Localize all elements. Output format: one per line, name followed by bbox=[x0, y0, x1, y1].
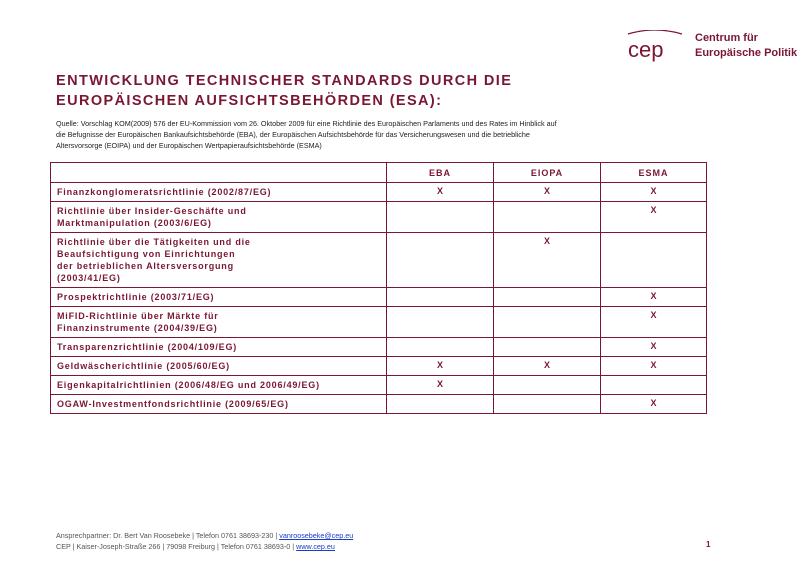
page-number: 1 bbox=[706, 540, 711, 549]
logo-line-1: Centrum für bbox=[695, 32, 758, 44]
eba-mark-cell bbox=[387, 202, 494, 233]
standards-table bbox=[50, 162, 707, 414]
footer-contact bbox=[56, 530, 746, 541]
esma-mark-cell bbox=[601, 233, 707, 288]
eba-mark-cell bbox=[387, 233, 494, 288]
eiopa-mark-cell bbox=[494, 307, 601, 338]
table-row bbox=[51, 183, 707, 202]
svg-text:cep: cep bbox=[628, 37, 664, 62]
law-name-line: Finanzkonglomeratsrichtlinie (2002/87/EG) bbox=[57, 187, 272, 197]
eba-mark-cell bbox=[387, 395, 494, 414]
logo-wordmark bbox=[695, 31, 797, 61]
law-name-line: Beaufsichtigung von Einrichtungen bbox=[57, 249, 236, 259]
eiopa-mark-cell bbox=[494, 395, 601, 414]
law-name-cell bbox=[51, 357, 387, 376]
table-row bbox=[51, 233, 707, 288]
law-name-cell bbox=[51, 288, 387, 307]
eba-mark-cell bbox=[387, 288, 494, 307]
esma-mark-cell: X bbox=[601, 288, 707, 307]
law-name-line: Prospektrichtlinie (2003/71/EG) bbox=[57, 292, 215, 302]
table-row bbox=[51, 307, 707, 338]
footer-address-text: CEP | Kaiser-Joseph-Straße 266 | 79098 Freiburg | Telefon 0761 38693-0 | bbox=[56, 542, 297, 551]
website-link[interactable]: www.cep.eu bbox=[296, 542, 335, 551]
title-line-1: ENTWICKLUNG TECHNISCHER STANDARDS DURCH DIE bbox=[56, 73, 513, 89]
esma-mark-cell: X bbox=[601, 183, 707, 202]
header-eba: EBA bbox=[387, 163, 494, 183]
law-name-line: MiFID-Richtlinie über Märkte für bbox=[57, 311, 219, 321]
law-name-line: Richtlinie über Insider-Geschäfte und bbox=[57, 206, 247, 216]
eiopa-mark-cell bbox=[494, 288, 601, 307]
source-line-3: Altersvorsorge (EOIPA) und der Europäischen Wertpapieraufsichtsbehörde (ESMA) bbox=[56, 141, 322, 150]
law-name-line: Marktmanipulation (2003/6/EG) bbox=[57, 218, 212, 228]
eba-mark-cell: X bbox=[387, 376, 494, 395]
table-row bbox=[51, 376, 707, 395]
law-name-line: OGAW-Investmentfondsrichtlinie (2009/65/EG) bbox=[57, 399, 289, 409]
eiopa-mark-cell: X bbox=[494, 183, 601, 202]
esma-mark-cell: X bbox=[601, 357, 707, 376]
footer-address bbox=[56, 541, 746, 552]
esma-mark-cell: X bbox=[601, 202, 707, 233]
source-line-1: Quelle: Vorschlag KOM(2009) 576 der EU-Kommission vom 26. Oktober 2009 für eine Richtlinie des Europäischen Parlaments und des Rates im Hinblick auf bbox=[56, 119, 557, 128]
logo-line-2: Europäische Politik bbox=[695, 47, 798, 59]
esma-mark-cell: X bbox=[601, 395, 707, 414]
esma-mark-cell: X bbox=[601, 307, 707, 338]
law-name-cell bbox=[51, 233, 387, 288]
title-line-2: EUROPÄISCHEN AUFSICHTSBEHÖRDEN (ESA): bbox=[56, 93, 443, 109]
eba-mark-cell: X bbox=[387, 357, 494, 376]
cep-logo-mark bbox=[622, 30, 688, 66]
law-name-line: der betrieblichen Altersversorgung bbox=[57, 261, 234, 271]
page-title bbox=[56, 71, 756, 111]
eiopa-mark-cell bbox=[494, 338, 601, 357]
table-row bbox=[51, 357, 707, 376]
law-name-line: Transparenzrichtlinie (2004/109/EG) bbox=[57, 342, 238, 352]
eiopa-mark-cell: X bbox=[494, 357, 601, 376]
eba-mark-cell: X bbox=[387, 183, 494, 202]
eiopa-mark-cell: X bbox=[494, 233, 601, 288]
eiopa-mark-cell bbox=[494, 376, 601, 395]
header-law bbox=[51, 163, 387, 183]
law-name-cell bbox=[51, 183, 387, 202]
law-name-line: Finanzinstrumente (2004/39/EG) bbox=[57, 323, 218, 333]
law-name-cell bbox=[51, 376, 387, 395]
header-esma: ESMA bbox=[601, 163, 707, 183]
law-name-cell bbox=[51, 338, 387, 357]
cep-logo bbox=[622, 30, 798, 66]
footer-contact-text: Ansprechpartner: Dr. Bert Van Roosebeke | Telefon 0761 38693-230 | bbox=[56, 531, 280, 540]
table-row bbox=[51, 288, 707, 307]
table-row bbox=[51, 202, 707, 233]
law-name-line: Geldwäscherichtlinie (2005/60/EG) bbox=[57, 361, 230, 371]
law-name-line: Richtlinie über die Tätigkeiten und die bbox=[57, 237, 251, 247]
header-eiopa: EIOPA bbox=[494, 163, 601, 183]
esma-mark-cell bbox=[601, 376, 707, 395]
eba-mark-cell bbox=[387, 338, 494, 357]
table-header-row bbox=[51, 163, 707, 183]
eba-mark-cell bbox=[387, 307, 494, 338]
eiopa-mark-cell bbox=[494, 202, 601, 233]
esma-mark-cell: X bbox=[601, 338, 707, 357]
law-name-cell bbox=[51, 307, 387, 338]
law-name-line: Eigenkapitalrichtlinien (2006/48/EG und 2006/49/EG) bbox=[57, 380, 320, 390]
law-name-line: (2003/41/EG) bbox=[57, 273, 121, 283]
law-name-cell bbox=[51, 202, 387, 233]
source-note bbox=[56, 118, 696, 151]
law-name-cell bbox=[51, 395, 387, 414]
contact-email-link[interactable]: vanroosebeke@cep.eu bbox=[279, 531, 354, 540]
table-row bbox=[51, 395, 707, 414]
source-line-2: die Befugnisse der Europäischen Bankaufsichtsbehörde (EBA), der Europäischen Aufsichtsbehörde für das Versicherungswesen und die betriebliche bbox=[56, 130, 530, 139]
table-row bbox=[51, 338, 707, 357]
footer bbox=[56, 530, 746, 552]
